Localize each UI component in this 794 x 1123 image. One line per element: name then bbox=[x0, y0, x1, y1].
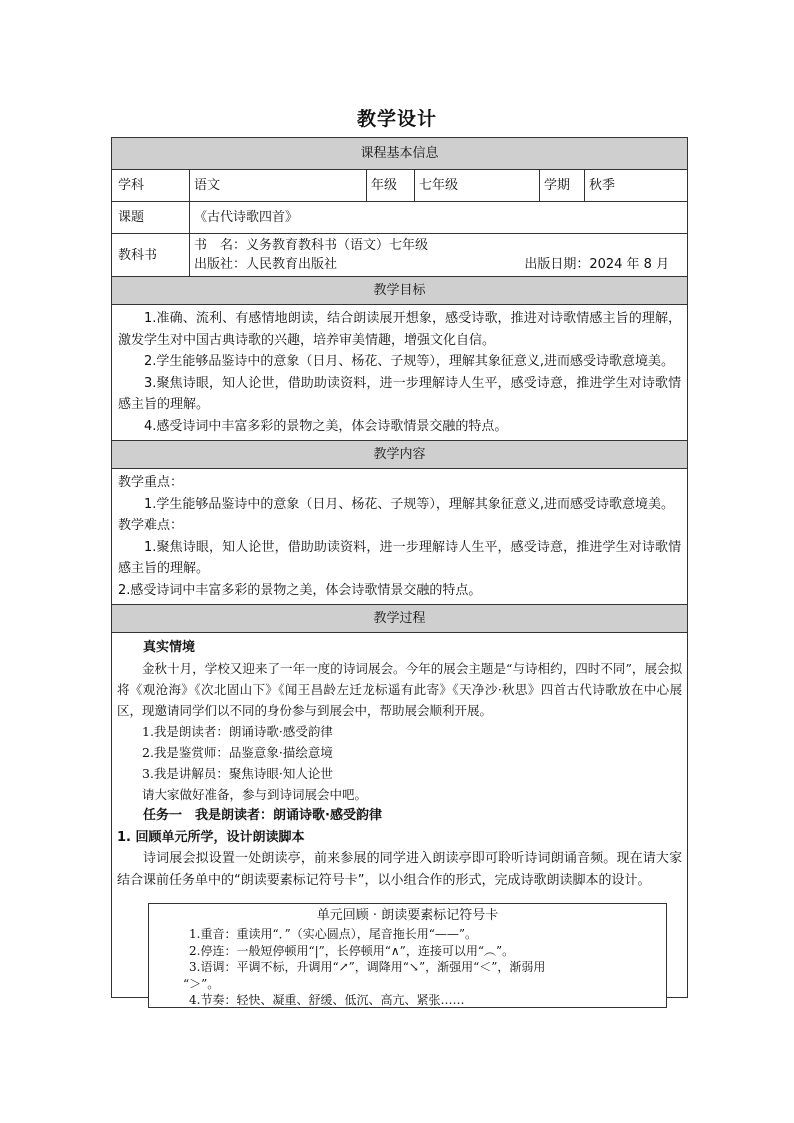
card-title: 单元回顾 · 朗读要素标记符号卡 bbox=[316, 908, 499, 923]
textbook-info bbox=[190, 234, 688, 277]
process-cell bbox=[112, 633, 688, 1007]
term-value: 秋季 bbox=[585, 170, 688, 202]
difficult-point-item: 1.聚焦诗眼，知人论世，借助助读资料，进一步理解诗人生平，感受诗意，推进学生对诗歌情感主旨的理解。 bbox=[118, 539, 682, 576]
content-cell bbox=[112, 469, 688, 605]
book-name: 书 名：义务教育教科书（语文）七年级 bbox=[194, 238, 429, 253]
card-line: 4.节奏：轻快、凝重、舒缓、低沉、高亢、紧张…… bbox=[189, 993, 465, 1007]
scenario-heading: 真实情境 bbox=[143, 640, 196, 655]
section-basic-info: 课程基本信息 bbox=[112, 138, 688, 170]
step-one-text: 诗词展会拟设置一处朗读亭，前来参展的同学进入朗读亭即可聆听诗词朗诵音频。现在请大家结合课前任务单中的“朗读要素标记符号卡”，以小组合作的形式，完成诗歌朗读脚本的设计。 bbox=[117, 851, 683, 888]
card-line: 2.停连：一般短停顿用“|”，长停顿用“∧”，连接可以用“︵”。 bbox=[189, 943, 515, 958]
lesson-plan bbox=[111, 137, 687, 1007]
publisher: 出版社：人民教育出版社 bbox=[194, 257, 338, 272]
reading-symbol-card bbox=[148, 903, 667, 1008]
goals-cell bbox=[112, 305, 688, 441]
goal-item: 2.学生能够品鉴诗中的意象（日月、杨花、子规等），理解其象征意义,进而感受诗歌意境美。 bbox=[144, 354, 675, 369]
card-line: “＞”。 bbox=[183, 976, 220, 991]
textbook-label: 教科书 bbox=[112, 234, 190, 277]
role-item: 1.我是朗读者：朗诵诗歌·感受韵律 bbox=[142, 724, 333, 739]
scenario-text: 金秋十月，学校又迎来了一年一度的诗词展会。今年的展会主题是“与诗相约，四时不同”，展会拟将《观沧海》《次北固山下》《闻王昌龄左迁龙标遥有此寄》《天净沙·秋思》四首古代诗歌放在中心展区，现邀请同学们以不同的身份参与到展会中，帮助展会顺利开展。 bbox=[117, 661, 683, 718]
subject-value: 语文 bbox=[190, 170, 367, 202]
publisher-line bbox=[194, 255, 683, 274]
role-item: 2.我是鉴赏师：品鉴意象·描绘意境 bbox=[142, 745, 333, 760]
goal-item: 4.感受诗词中丰富多彩的景物之美，体会诗歌情景交融的特点。 bbox=[144, 418, 508, 434]
key-point-item: 1.学生能够品鉴诗中的意象（日月、杨花、子规等），理解其象征意义,进而感受诗歌意境美。 bbox=[144, 496, 675, 512]
publish-date: 出版日期：2024 年 8 月 bbox=[524, 257, 670, 272]
role-item: 3.我是讲解员：聚焦诗眼·知人论世 bbox=[142, 766, 333, 781]
task-one-heading: 任务一 我是朗读者：朗诵诗歌·感受韵律 bbox=[143, 808, 382, 823]
key-points-label: 教学重点： bbox=[118, 475, 184, 490]
subject-label: 学科 bbox=[112, 170, 190, 202]
lesson-plan-table bbox=[111, 137, 688, 1007]
section-process: 教学过程 bbox=[112, 605, 688, 633]
grade-label: 年级 bbox=[367, 170, 415, 202]
document-title: 教学设计 bbox=[356, 108, 437, 130]
topic-value: 《古代诗歌四首》 bbox=[190, 202, 688, 234]
grade-value: 七年级 bbox=[415, 170, 540, 202]
extra-point: 2.感受诗词中丰富多彩的景物之美，体会诗歌情景交融的特点。 bbox=[118, 582, 482, 598]
section-goals: 教学目标 bbox=[112, 277, 688, 305]
invite-text: 请大家做好准备，参与到诗词展会中吧。 bbox=[142, 787, 368, 802]
goal-item: 3.聚焦诗眼，知人论世，借助助读资料，进一步理解诗人生平，感受诗意，推进学生对诗歌情感主旨的理解。 bbox=[118, 375, 682, 412]
section-content: 教学内容 bbox=[112, 441, 688, 469]
difficult-points-label: 教学难点： bbox=[118, 518, 184, 533]
card-line: 1.重音：重读用“．”（实心圆点），尾音拖长用“——”。 bbox=[189, 927, 477, 941]
goal-item: 1.准确、流利、有感情地朗读，结合朗读展开想象，感受诗歌，推进对诗歌情感主旨的理解，激发学生对中国古典诗歌的兴趣，培养审美情趣，增强文化自信。 bbox=[118, 311, 682, 348]
term-label: 学期 bbox=[540, 170, 585, 202]
topic-label: 课题 bbox=[112, 202, 190, 234]
step-one-heading: 1. 回顾单元所学，设计朗读脚本 bbox=[117, 829, 305, 845]
card-line: 3.语调：平调不标，升调用“↗”，调降用“↘”，渐强用“＜”，渐弱用 bbox=[189, 960, 546, 974]
